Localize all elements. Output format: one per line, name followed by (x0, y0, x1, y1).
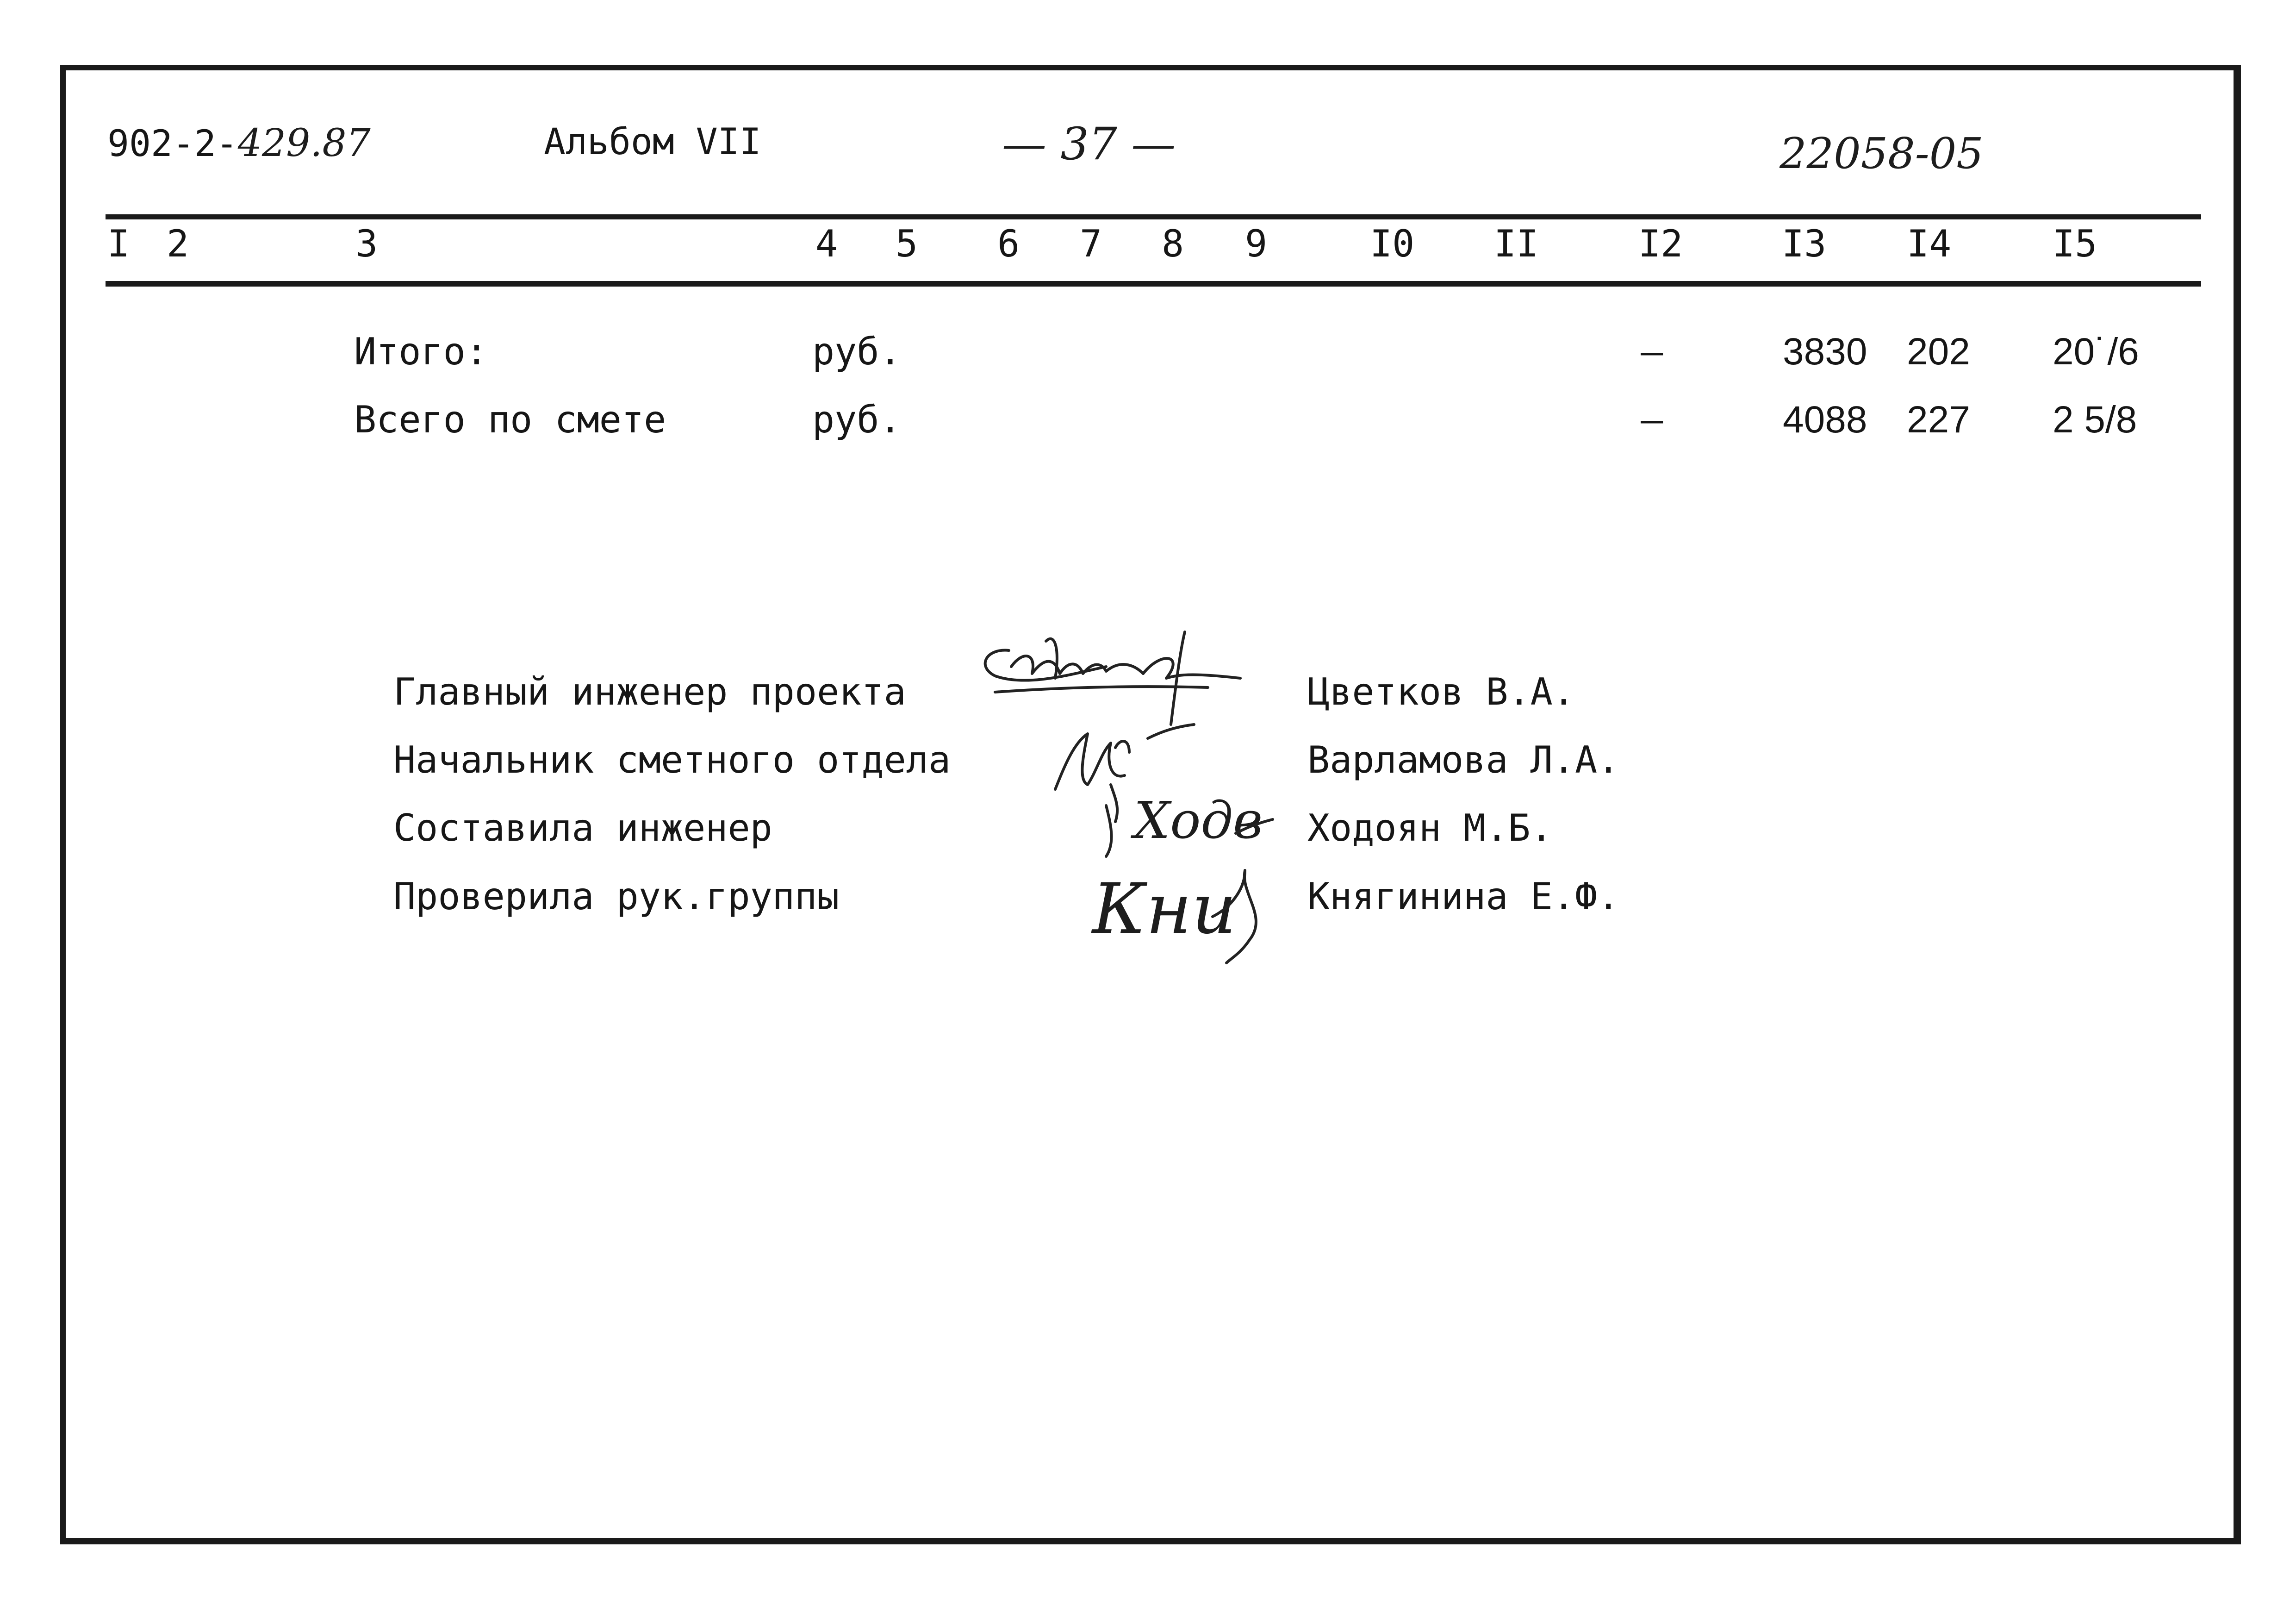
doc-code (107, 121, 371, 165)
signature-knyaginina (1092, 847, 1305, 968)
row-col13: 4088 (1783, 399, 1867, 441)
column-header-14: I4 (1907, 222, 1952, 265)
row-col12: – (1641, 330, 1663, 373)
column-header-15: I5 (2053, 222, 2097, 265)
signature-knyaginina-text: Кни (1092, 869, 1237, 949)
column-header-2: 2 (167, 222, 189, 265)
signature-name-estimate-head: Варламова Л.А. (1307, 738, 1620, 781)
column-header-1: I (107, 222, 130, 265)
signature-role-estimate-head: Начальник сметного отдела (393, 738, 951, 781)
signature-name-engineer: Ходоян М.Б. (1307, 806, 1553, 849)
inventory-number: 22058-05 (1780, 129, 1984, 178)
column-header-6: 6 (997, 222, 1020, 265)
header-rule-bottom (106, 281, 2201, 287)
column-header-8: 8 (1162, 222, 1184, 265)
signature-role-group-lead: Проверила рук.группы (393, 875, 840, 918)
header-rule-top (106, 214, 2201, 219)
row-col14: 202 (1907, 331, 1970, 373)
column-header-11: II (1494, 222, 1539, 265)
row-col14: 227 (1907, 399, 1970, 441)
row-unit: руб. (812, 398, 902, 441)
row-col12: – (1641, 398, 1663, 441)
column-header-5: 5 (896, 222, 918, 265)
signature-name-chief-engineer: Цветков В.А. (1307, 670, 1575, 713)
row-col15: 2 5/8 (2053, 399, 2137, 441)
row-label: Итого: (354, 330, 488, 373)
signature-khodoyan-text: Ходв (1134, 791, 1263, 850)
column-header-7: 7 (1080, 222, 1102, 265)
doc-code-printed: 902-2- (107, 123, 238, 165)
column-header-3: 3 (355, 222, 378, 265)
page-number: — 37 — (1002, 118, 1176, 170)
album-label: Альбом VII (544, 121, 761, 163)
column-header-9: 9 (1245, 222, 1268, 265)
column-header-10: I0 (1370, 222, 1415, 265)
signature-role-chief-engineer: Главный инженер проекта (393, 670, 906, 713)
row-col13: 3830 (1783, 331, 1867, 373)
row-label: Всего по смете (354, 398, 666, 441)
column-header-12: I2 (1638, 222, 1683, 265)
row-col15: 20˙/6 (2053, 331, 2139, 373)
column-header-13: I3 (1782, 222, 1827, 265)
signature-role-engineer: Составила инженер (393, 806, 772, 849)
doc-code-handwritten: 429.87 (237, 121, 371, 165)
row-unit: руб. (812, 330, 902, 373)
column-header-4: 4 (815, 222, 838, 265)
signature-name-group-lead: Княгинина Е.Ф. (1307, 875, 1620, 918)
